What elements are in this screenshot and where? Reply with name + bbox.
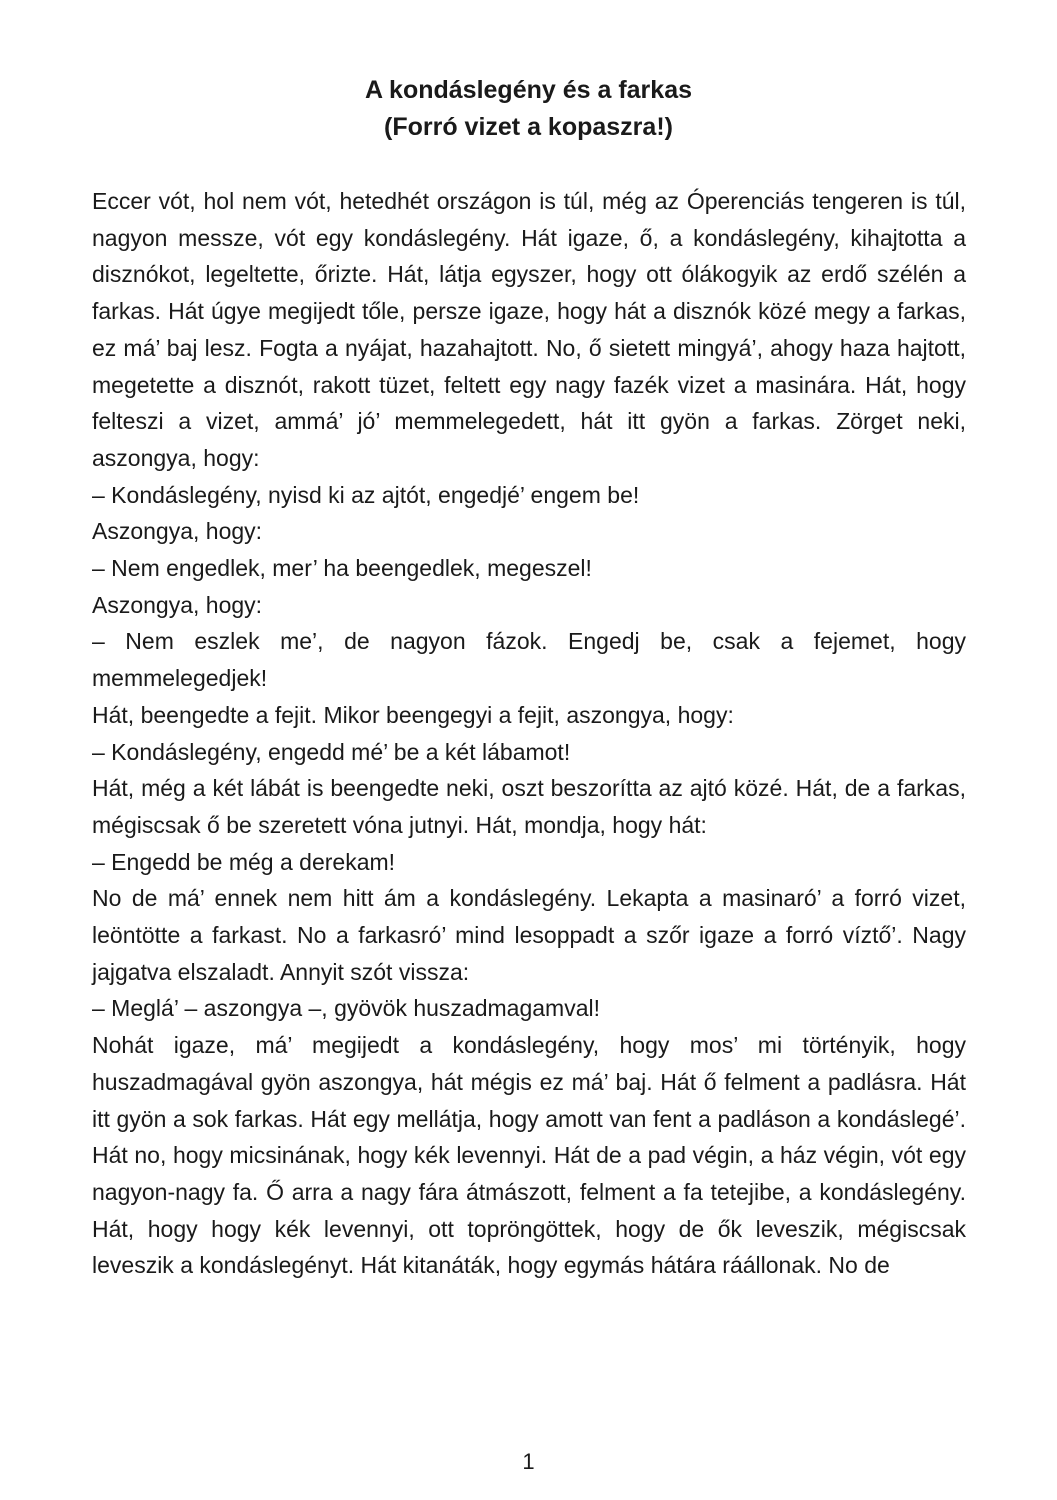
dialogue-line: – Engedd be még a derekam! xyxy=(92,848,396,875)
story-paragraph: Eccer vót, hol nem vót, hetedhét országon is túl, még az Óperenciás tengeren is túl, nagyon messze, vót egy kondáslegény. Hát igaze, ő, a kondáslegény, kihajtotta a disznókot, legeltette, őrizte. Hát, látja egyszer, hogy ott ólákogyik az erdő szélén a farkas. Hát úgye megijedt tőle, persze igaze, hogy hát a disznók közé megy a farkas, ez má’ baj lesz. Fogta a nyájat, hazahajtott. No, ő sietett mingyá’, ahogy haza hajtott, megetette a disznót, rakott tüzet, feltett egy nagy fazék vizet a masinára. Hát, hogy felteszi a vizet, ammá’ jó’ memmelegedett, hát itt gyön a farkas. Zörget neki, aszongya, hogy: xyxy=(92,188,966,471)
story-paragraph: Hát, még a két lábát is beengedte neki, oszt beszorítta az ajtó közé. Hát, de a farkas, mégiscsak ő be szeretett vóna jutnyi. Hát, mondja, hogy hát: xyxy=(92,775,966,838)
document-title: A kondáslegény és a farkas xyxy=(364,76,692,104)
story-paragraph: No de má’ ennek nem hitt ám a kondáslegény. Lekapta a masinaró’ a forró vizet, leöntötte a farkast. No a farkasró’ mind lesoppadt a szőr igaze a forró víztő’. Nagy jajgatva elszaladt. Annyit szót vissza: xyxy=(92,885,966,985)
narration-line: Aszongya, hogy: xyxy=(92,518,263,545)
narration-line: Aszongya, hogy: xyxy=(92,591,263,618)
dialogue-line: – Kondáslegény, engedd mé’ be a két lábamot! xyxy=(92,738,571,765)
dialogue-line: – Nem engedlek, mer’ ha beengedlek, megeszel! xyxy=(92,555,592,582)
title-block xyxy=(0,72,1057,146)
dialogue-line: – Meglá’ – aszongya –, gyövök huszadmagamval! xyxy=(92,995,600,1022)
story-paragraph: Nohát igaze, má’ megijedt a kondáslegény, hogy mos’ mi történyik, hogy huszadmagával gyön aszongya, hát mégis ez má’ baj. Hát ő felment a padlásra. Hát itt gyön a sok farkas. Hát egy mellátja, hogy amott van fent a padláson a kondáslegé’. Hát no, hogy micsinának, hogy kék levennyi. Hát de a pad végin, a ház végin, vót egy nagyon-nagy fa. Ő arra a nagy fára átmászott, felment a fa tetejibe, a kondáslegény. Hát, hogy hogy kék levennyi, ott topröngöttek, hogy de ők leveszik, mégiscsak leveszik a kondáslegényt. Hát kitanáták, hogy egymás hátára ráállonak. No de xyxy=(92,1032,966,1279)
dialogue-line: – Kondáslegény, nyisd ki az ajtót, engedjé’ engem be! xyxy=(92,481,640,508)
story-body xyxy=(92,183,966,1284)
dialogue-line: – Nem eszlek me’, de nagyon fázok. Engedj be, csak a fejemet, hogy memmelegedjek! xyxy=(92,628,966,692)
document-subtitle: (Forró vizet a kopaszra!) xyxy=(384,113,673,141)
page-number: 1 xyxy=(522,1449,535,1474)
narration-line: Hát, beengedte a fejit. Mikor beengegyi a fejit, aszongya, hogy: xyxy=(92,701,734,728)
